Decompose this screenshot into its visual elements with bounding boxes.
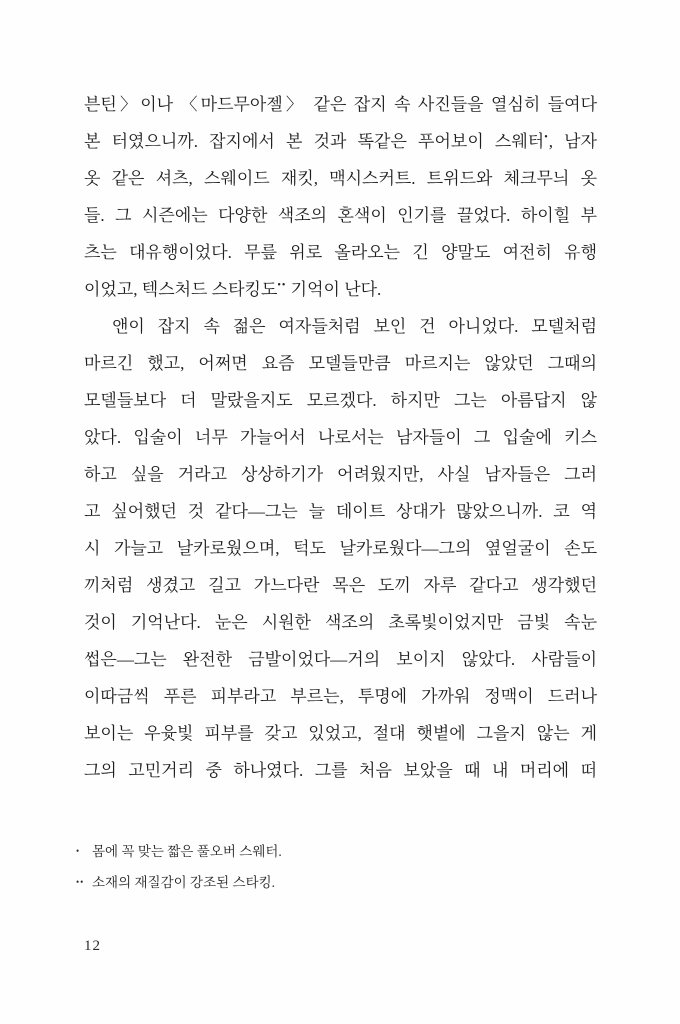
footnote-text: 소재의 재질감이 강조된 스타킹.	[92, 875, 276, 890]
body-line	[84, 123, 597, 160]
footnote-text: 몸에 꼭 맞는 짧은 풀오버 스웨터.	[92, 844, 282, 859]
body-line-text: , 남자	[548, 132, 597, 151]
footnotes	[76, 836, 536, 898]
body-line: 모델들보다 더 말랐을지도 모르겠다. 하지만 그는 아름답지 않	[84, 391, 597, 410]
body-line: 것이 기억난다. 눈은 시원한 색조의 초록빛이었지만 금빛 속눈	[84, 613, 597, 632]
body-line: 앤이 잡지 속 젊은 여자들처럼 보인 건 아니었다. 모델처럼	[112, 317, 597, 336]
footnote	[76, 836, 536, 867]
body-line: 썹은—그는 완전한 금발이었다—거의 보이지 않았다. 사람들이	[84, 650, 597, 669]
body-line: 고 싶어했던 것 같다—그는 늘 데이트 상대가 많았으니까. 코 역	[84, 502, 597, 521]
body-line: 끼처럼 생겼고 길고 가느다란 목은 도끼 자루 같다고 생각했던	[84, 576, 597, 595]
body-line	[84, 271, 597, 308]
body-line: 그의 고민거리 중 하나였다. 그를 처음 보았을 때 내 머리에 떠	[84, 761, 597, 780]
body-line: 옷 같은 셔츠, 스웨이드 재킷, 맥시스커트. 트위드와 체크무늬 옷	[84, 169, 597, 188]
body-line: 하고 싶을 거라고 상상하기가 어려웠지만, 사실 남자들은 그러	[84, 465, 597, 484]
body-line: 들. 그 시즌에는 다양한 색조의 혼색이 인기를 끌었다. 하이힐 부	[84, 206, 597, 225]
body-line: 이따금씩 푸른 피부라고 부르는, 투명에 가까워 정맥이 드러나	[84, 687, 597, 706]
page-number: 12	[84, 938, 101, 954]
body-line: 츠는 대유행이었다. 무릎 위로 올라오는 긴 양말도 여전히 유행	[84, 243, 597, 262]
body-line: 았다. 입술이 너무 가늘어서 나로서는 남자들이 그 입술에 키스	[84, 428, 597, 447]
body-text	[84, 86, 597, 789]
footnote-marker: ••	[76, 877, 85, 887]
footnote-ref-2: ••	[277, 280, 287, 291]
body-line-text: 이었고, 텍스처드 스타킹도	[84, 280, 278, 299]
body-line-text: 기억이 난다.	[286, 280, 382, 299]
footnote-marker: •	[76, 846, 81, 856]
body-line: 븐틴〉이나 〈마드무아젤〉 같은 잡지 속 사진들을 열심히 들여다	[84, 95, 597, 114]
footnote-ref-1: •	[544, 132, 549, 143]
body-line: 마르긴 했고, 어쩌면 요즘 모델들만큼 마르지는 않았던 그때의	[84, 354, 597, 373]
footnote	[76, 867, 536, 898]
body-line: 보이는 우윳빛 피부를 갖고 있었고, 절대 햇볕에 그을지 않는 게	[84, 724, 597, 743]
body-line-text: 본 터였으니까. 잡지에서 본 것과 똑같은 푸어보이 스웨터	[84, 132, 545, 151]
body-line: 시 가늘고 날카로웠으며, 턱도 날카로웠다—그의 옆얼굴이 손도	[84, 539, 597, 558]
